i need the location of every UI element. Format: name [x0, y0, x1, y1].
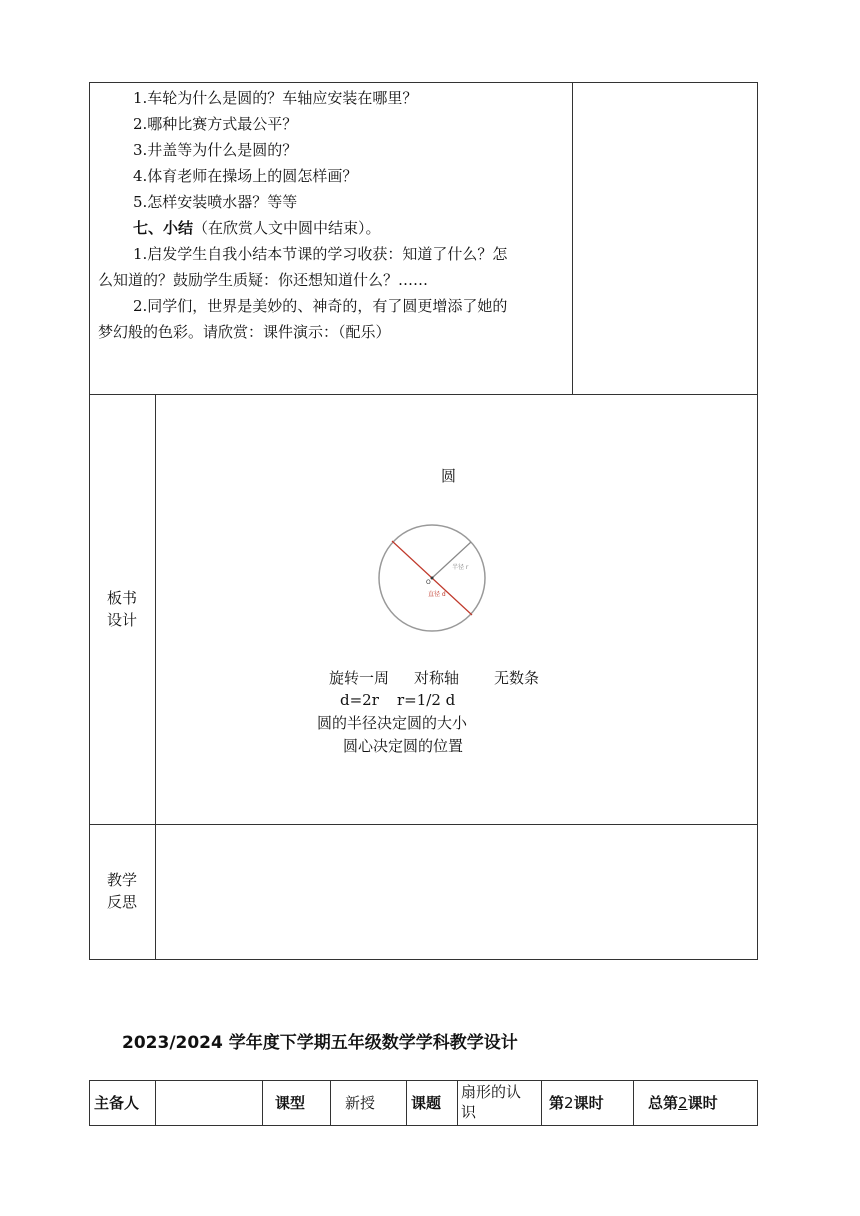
cell-divider — [541, 1080, 542, 1126]
cell-divider — [330, 1080, 331, 1126]
question-item-2: 2.哪种比赛方式最公平？ — [133, 115, 298, 133]
radius-label: 半径 r — [452, 564, 469, 571]
topic-label: 课题 — [411, 1094, 442, 1112]
summary-paragraph-1-line-1: 1.启发学生自我小结本节课的学习收获：知道了什么？怎 — [133, 245, 508, 263]
question-item-5: 5.怎样安装喷水器？等等 — [133, 193, 298, 211]
board-line-1a: 旋转一周 — [329, 669, 390, 687]
diameter-label: 直径 d — [428, 591, 446, 598]
plan-title: 2023/2024 学年度下学期五年级数学学科教学设计 — [122, 1033, 518, 1053]
summary-paragraph-2-line-2: 梦幻般的色彩。请欣赏：课件演示：（配乐） — [98, 323, 391, 341]
summary-paragraph-2-line-1: 2.同学们，世界是美妙的、神奇的，有了圆更增添了她的 — [133, 297, 508, 315]
lesson-number: 第2课时 — [549, 1094, 604, 1112]
cell-divider — [457, 1080, 458, 1126]
label-divider — [155, 394, 156, 825]
reflection-table — [89, 824, 758, 960]
total-lesson-number: 总第2课时 — [648, 1094, 718, 1112]
board-label: 板书 设计 — [106, 589, 137, 629]
reflection-label: 教学 反思 — [106, 871, 137, 911]
summary-heading: 七、小结 — [133, 219, 194, 237]
board-title: 圆 — [441, 467, 457, 485]
question-item-4: 4.体育老师在操场上的圆怎样画？ — [133, 167, 358, 185]
board-line-1c: 无数条 — [494, 669, 540, 687]
cell-divider — [262, 1080, 263, 1126]
board-line-1b: 对称轴 — [414, 669, 460, 687]
board-line-2a: d=2r — [340, 691, 379, 709]
cell-divider — [155, 1080, 156, 1126]
circle-diagram — [374, 520, 490, 636]
preparer-label: 主备人 — [94, 1094, 140, 1112]
summary-note: （在欣赏人文中圆中结束）。 — [193, 219, 381, 237]
board-line-4: 圆心决定圆的位置 — [343, 737, 464, 755]
question-item-1: 1.车轮为什么是圆的？车轴应安装在哪里？ — [133, 89, 418, 107]
cell-divider — [406, 1080, 407, 1126]
radius-line — [432, 542, 471, 578]
question-item-3: 3.井盖等为什么是圆的？ — [133, 141, 298, 159]
summary-heading-line — [133, 218, 381, 238]
center-point — [431, 577, 434, 580]
board-line-2b: r=1/2 d — [397, 691, 456, 709]
column-divider — [572, 82, 573, 395]
label-divider — [155, 824, 156, 960]
topic-value: 扇形的认 识 — [461, 1083, 522, 1121]
board-line-3: 圆的半径决定圆的大小 — [317, 714, 468, 732]
cell-divider — [633, 1080, 634, 1126]
type-label: 课型 — [275, 1094, 306, 1112]
center-label: O — [426, 579, 431, 586]
type-value: 新授 — [345, 1094, 376, 1112]
summary-paragraph-1-line-2: 么知道的？鼓励学生质疑：你还想知道什么？…… — [98, 271, 429, 289]
